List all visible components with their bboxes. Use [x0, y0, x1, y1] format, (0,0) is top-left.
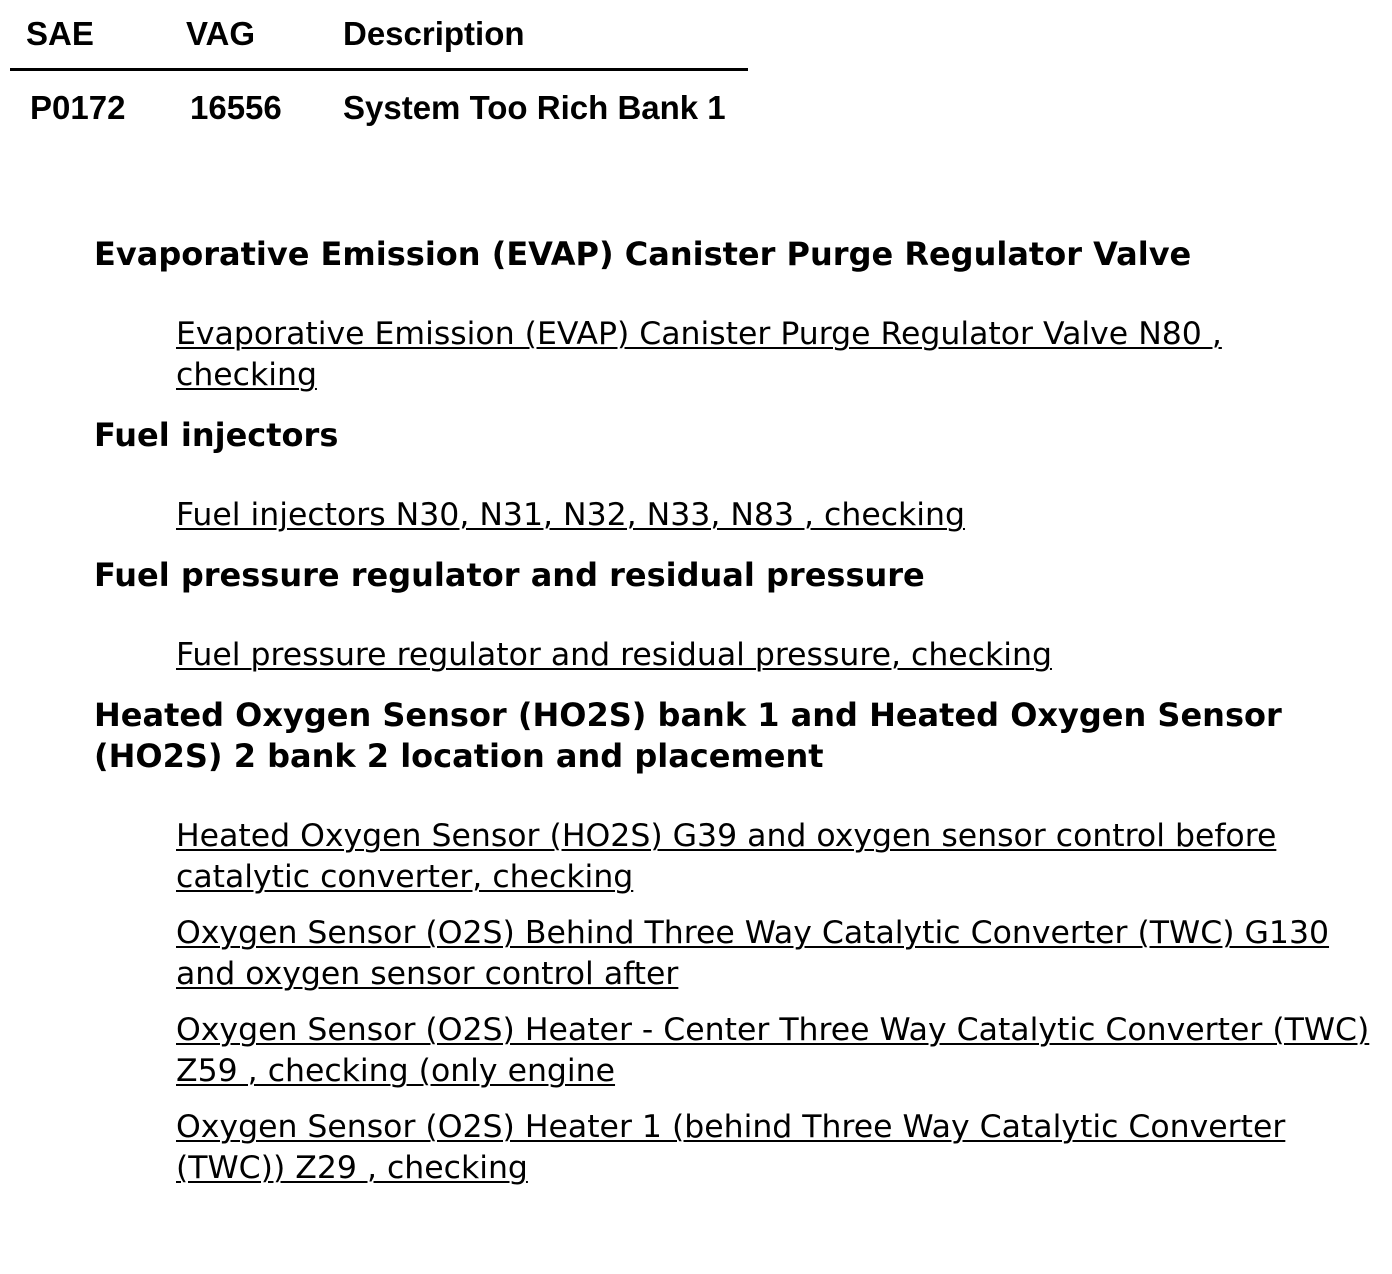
list-item: [176, 1107, 1371, 1189]
link-o2s-g130-control[interactable]: Oxygen Sensor (O2S) Behind Three Way Catalytic Converter (TWC) G130 and oxygen sensor control after: [176, 915, 1330, 992]
section-link-list: [176, 816, 1371, 1189]
vag-code: 16556: [190, 89, 282, 126]
section-link-list: [176, 635, 1371, 676]
link-fuel-pressure-checking[interactable]: Fuel pressure regulator and residual pressure, checking: [176, 637, 1052, 673]
link-ho2s-g39-checking[interactable]: Heated Oxygen Sensor (HO2S) G39 and oxygen sensor control before catalytic converter, checking: [176, 818, 1277, 895]
list-item: [176, 495, 1371, 536]
section-title: Fuel pressure regulator and residual pressure: [94, 556, 925, 594]
code-description: System Too Rich Bank 1: [343, 89, 726, 126]
section-title: Evaporative Emission (EVAP) Canister Purge Regulator Valve: [94, 235, 1192, 273]
header-vag: VAG: [186, 15, 256, 52]
list-item: [176, 913, 1371, 995]
link-o2s-heater-z59-checking[interactable]: Oxygen Sensor (O2S) Heater - Center Three Way Catalytic Converter (TWC) Z59 , checking (only engine: [176, 1012, 1370, 1089]
header-sae: SAE: [26, 15, 94, 52]
header-description: Description: [343, 15, 525, 52]
code-table-header: [10, 12, 748, 71]
sae-code: P0172: [30, 89, 126, 126]
dtc-code-table: [10, 12, 748, 131]
link-fuel-injectors-checking[interactable]: Fuel injectors N30, N31, N32, N33, N83 , checking: [176, 497, 965, 533]
section-title: Heated Oxygen Sensor (HO2S) bank 1 and Heated Oxygen Sensor (HO2S) 2 bank 2 location and placement: [94, 696, 1282, 775]
link-evap-n80-checking[interactable]: Evaporative Emission (EVAP) Canister Purge Regulator Valve N80 , checking: [176, 316, 1222, 393]
link-o2s-heater-z29-checking[interactable]: Oxygen Sensor (O2S) Heater 1 (behind Three Way Catalytic Converter (TWC)) Z29 , checking: [176, 1109, 1286, 1186]
list-item: [176, 314, 1371, 396]
code-table-row: [10, 71, 748, 131]
diagnostic-sections: [94, 234, 1374, 1204]
section-title: Fuel injectors: [94, 416, 339, 454]
section-fuel-pressure: [94, 555, 1374, 676]
section-evap: [94, 234, 1374, 396]
section-fuel-injectors: [94, 415, 1374, 536]
list-item: [176, 635, 1371, 676]
list-item: [176, 1010, 1371, 1092]
list-item: [176, 816, 1371, 898]
section-oxygen-sensors: [94, 695, 1374, 1189]
section-link-list: [176, 495, 1371, 536]
section-link-list: [176, 314, 1371, 396]
